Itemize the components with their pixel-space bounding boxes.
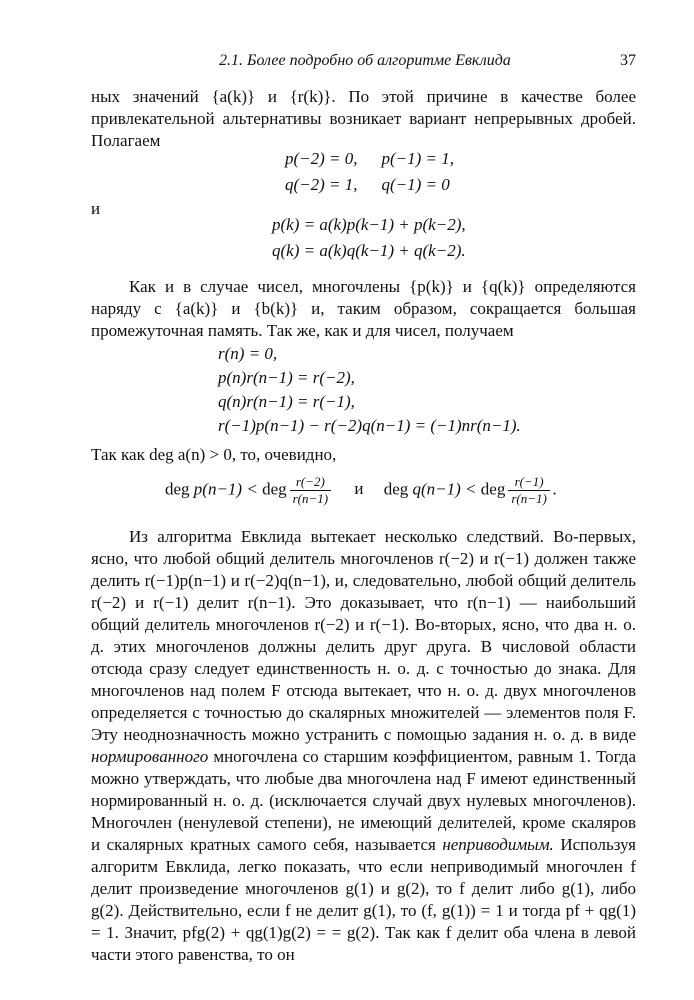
emphasis-normalized: нормированного	[91, 747, 209, 766]
deg-operator-1: deg	[165, 479, 190, 499]
eq-init-1b: p(−1) = 1,	[381, 149, 455, 168]
ineq-end: .	[552, 479, 558, 499]
deg-operator-4: deg	[480, 479, 506, 499]
eq-block-4: r(−1)p(n−1) − r(−2)q(n−1) = (−1)nr(n−1).	[218, 416, 521, 435]
eq-init-2a: q(−2) = 1,	[285, 175, 358, 194]
para4-part1: Из алгоритма Евклида вытекает несколько следствий. Во-первых, ясно, что любой общий делитель многочленов r(−2) и r(−1) должен также делить r(−1)p(n−1) и r(−2)q(n−1), и, следовательно, любой общий делитель r(−2) и r(−1) делит r(n−1). Это доказывает, что r(n−1) — наибольший общий делитель многочленов r(−2) и r(−1). Во-вторых, ясно, что два н. о. д. этих многочленов должны делить друг друга. В числовой области отсюда сразу следует единственность н. о. д. с точностью до знака. Для многочленов над полем F отсюда вытекает, что н. о. д. двух многочленов определяется с точностью до скалярных множителей — элементов поля F. Эту неоднозначность можно устранить с помощью задания н. о. д. в виде	[91, 527, 636, 744]
paragraph-intro: ных значений {a(k)} и {r(k)}. По этой причине в качестве более привлекательной альтернативы возникает вариант непрерывных дробей. Полагаем	[91, 87, 636, 150]
fraction-1-denominator: r(n−1)	[292, 491, 329, 506]
para4-part2: многочлена со старшим коэффициентом, равным 1. Тогда можно утверждать, что любые два многочлена над F имеют единственный нормированный н. о. д. (исключается случай двух нулевых многочленов). Многочлен (ненулевой степени), не имеющий делителей, кроме скаляров и скалярных кратных самого себя, называется	[91, 747, 636, 854]
eq-block-1: r(n) = 0,	[218, 344, 278, 363]
deg-operator-2: deg	[262, 479, 287, 499]
paragraph-consequences	[91, 526, 636, 966]
fraction-2-denominator: r(n−1)	[511, 491, 547, 506]
ineq-and: и	[354, 479, 364, 499]
emphasis-irreducible: неприводимым.	[442, 835, 554, 854]
running-title: 2.1. Более подробно об алгоритме Евклида	[219, 52, 511, 69]
equation-initial-values	[285, 148, 454, 196]
eq-rec-1: p(k) = a(k)p(k−1) + p(k−2),	[272, 215, 466, 234]
fraction-2-numerator: r(−1)	[508, 474, 550, 491]
fraction-1	[290, 474, 332, 507]
conjunction-and: и	[91, 199, 101, 218]
eq-block-2: p(n)r(n−1) = r(−2),	[218, 368, 355, 387]
eq-init-2b: q(−1) = 0	[381, 175, 450, 194]
page-header	[91, 50, 636, 72]
equation-degree-inequality	[165, 474, 557, 507]
paragraph-polynomials: Как и в случае чисел, многочлены {p(k)} и {q(k)} определяются наряду с {a(k)} и {b(k)} и, таким образом, сокращается большая промежуточная память. Так же, как и для чисел, получаем	[91, 277, 636, 340]
eq-init-1a: p(−2) = 0,	[285, 149, 358, 168]
deg-operator-3: deg	[383, 479, 409, 499]
ineq-lhs-2: q(n−1) <	[412, 479, 477, 499]
para4-part3: Используя алгоритм Евклида, легко показать, что если неприводимый многочлен f делит произведение многочленов g(1) и g(2), то f делит либо g(1), либо g(2). Действительно, если f не делит g(1), то (f, g(1)) = 1 и тогда pf + qg(1) = 1. Значит, pfg(2) + qg(1)g(2) = = g(2). Так как f делит оба члена в левой части этого равенства, то он	[91, 835, 636, 964]
paragraph-degree: Так как deg a(n) > 0, то, очевидно,	[91, 445, 337, 464]
equation-block-remainders	[218, 342, 521, 438]
eq-rec-2: q(k) = a(k)q(k−1) + q(k−2).	[272, 241, 466, 260]
ineq-lhs-1: p(n−1) <	[193, 479, 258, 499]
equation-recurrence	[272, 214, 466, 262]
page-number: 37	[620, 52, 636, 69]
eq-block-3: q(n)r(n−1) = r(−1),	[218, 392, 355, 411]
fraction-1-numerator: r(−2)	[290, 474, 332, 491]
fraction-2	[508, 474, 550, 507]
